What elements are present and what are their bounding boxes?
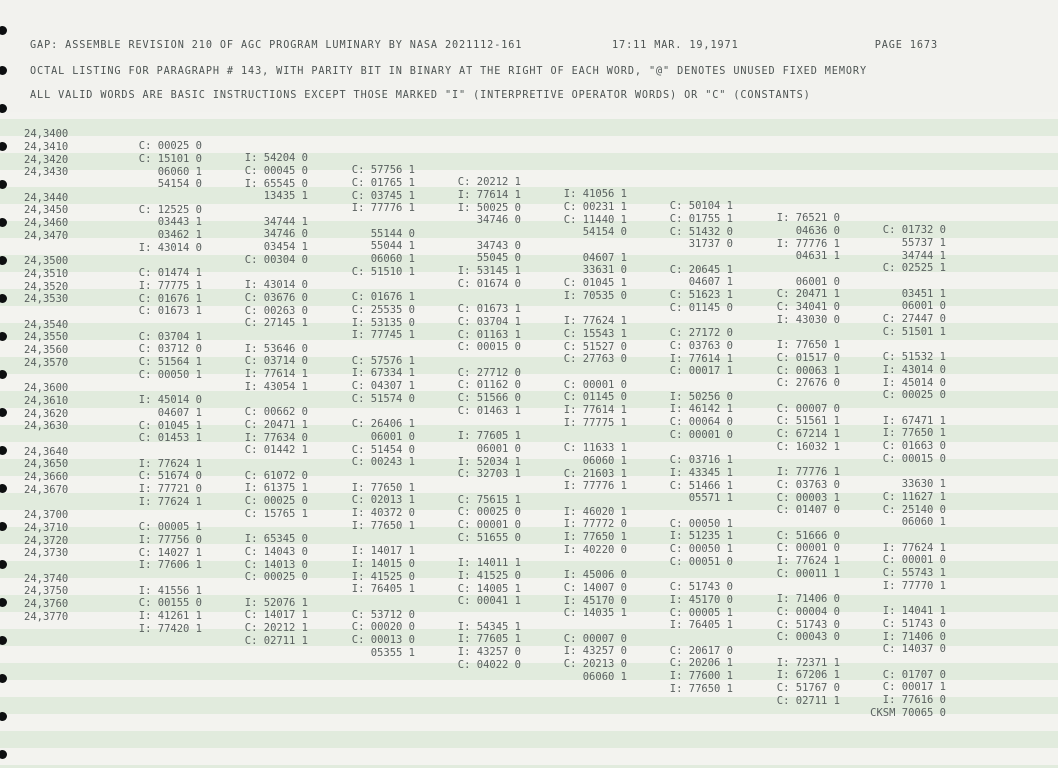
octal-word: C: 51743 0 — [669, 581, 733, 593]
octal-word: I: 54204 0 — [244, 152, 308, 164]
octal-word: 34746 0 — [263, 228, 308, 241]
octal-word: C: 32703 1 — [457, 468, 521, 481]
octal-word: C: 51743 0 — [882, 617, 946, 630]
octal-word: C: 11627 1 — [882, 490, 946, 503]
octal-word: 34744 1 — [263, 215, 308, 228]
octal-word: C: 01045 1 — [138, 419, 202, 432]
octal-word: C: 27763 0 — [563, 353, 627, 366]
octal-word: C: 51566 0 — [457, 392, 521, 405]
octal-word: I: 67334 1 — [351, 367, 415, 380]
address: 24,3640 — [24, 445, 69, 458]
octal-word: C: 01732 0 — [882, 224, 946, 236]
octal-word: C: 00001 0 — [457, 519, 521, 532]
octal-word: C: 01673 1 — [457, 303, 521, 315]
octal-word: C: 01162 0 — [457, 379, 521, 392]
address: 24,3660 — [24, 471, 69, 484]
octal-word: 06001 0 — [795, 275, 840, 288]
octal-word: C: 67214 1 — [776, 428, 840, 441]
octal-word: C: 20471 1 — [776, 288, 840, 301]
octal-word: I: 77721 0 — [138, 483, 202, 496]
octal-word: C: 51564 1 — [138, 356, 202, 369]
octal-word: C: 03676 0 — [244, 291, 308, 304]
octal-word: C: 34041 0 — [776, 301, 840, 314]
octal-word: C: 14027 1 — [138, 546, 202, 559]
octal-word: I: 77776 1 — [351, 202, 415, 215]
octal-word: 06060 1 — [582, 454, 627, 467]
octal-word: C: 27145 1 — [244, 317, 308, 330]
octal-word: C: 00050 1 — [669, 543, 733, 556]
octal-word: I: 77614 1 — [563, 404, 627, 417]
octal-word: 03454 1 — [263, 241, 308, 254]
octal-word: C: 01045 1 — [563, 277, 627, 290]
octal-word: C: 00015 0 — [457, 341, 521, 354]
octal-word: I: 14011 1 — [457, 557, 521, 569]
octal-word: C: 00043 0 — [776, 631, 840, 644]
octal-word: C: 00005 1 — [138, 521, 202, 533]
octal-word: I: 77605 1 — [457, 430, 521, 442]
octal-word: C: 14035 1 — [563, 607, 627, 620]
octal-word: I: 43257 0 — [563, 645, 627, 658]
octal-word: I: 43257 0 — [457, 646, 521, 659]
octal-word: C: 01442 1 — [244, 444, 308, 457]
octal-word: I: 76521 0 — [776, 212, 840, 224]
octal-word: C: 00001 0 — [669, 428, 733, 441]
octal-word: I: 76405 1 — [351, 583, 415, 596]
octal-word: I: 45170 0 — [563, 594, 627, 607]
octal-word: 54154 0 — [157, 178, 202, 191]
octal-word: I: 77745 1 — [351, 329, 415, 342]
octal-word: I: 52076 1 — [244, 596, 308, 609]
octal-word: C: 00243 1 — [351, 456, 415, 469]
octal-word: 34744 1 — [901, 249, 946, 262]
octal-word: C: 00001 0 — [882, 554, 946, 567]
octal-word: I: 50256 0 — [669, 390, 733, 403]
octal-word: C: 53712 0 — [351, 608, 415, 621]
address: 24,3440 — [24, 191, 69, 204]
octal-word: 13435 1 — [263, 190, 308, 203]
octal-word: I: 77772 0 — [563, 518, 627, 531]
octal-word: I: 61375 1 — [244, 482, 308, 495]
octal-word: 06060 1 — [901, 516, 946, 529]
address: 24,3770 — [24, 610, 69, 623]
octal-word: C: 00051 0 — [669, 555, 733, 568]
octal-word: C: 14017 1 — [244, 609, 308, 622]
octal-word: C: 02711 1 — [776, 694, 840, 707]
address: 24,3430 — [24, 166, 69, 179]
octal-word: I: 77624 1 — [882, 541, 946, 554]
octal-word: I: 77650 1 — [563, 531, 627, 544]
octal-word: C: 50104 1 — [669, 200, 733, 212]
octal-word: C: 00001 0 — [776, 542, 840, 555]
octal-word: C: 02525 1 — [882, 262, 946, 275]
octal-word: C: 27172 0 — [669, 327, 733, 339]
octal-word: I: 46020 1 — [563, 505, 627, 518]
octal-word: C: 02711 1 — [244, 634, 308, 647]
octal-word: I: 77776 1 — [776, 466, 840, 478]
octal-word: C: 01474 1 — [138, 267, 202, 279]
octal-word: C: 57576 1 — [351, 354, 415, 367]
octal-word: I: 41056 1 — [563, 188, 627, 200]
octal-word: C: 51574 0 — [351, 392, 415, 405]
octal-word: C: 04307 1 — [351, 380, 415, 393]
octal-word: I: 77770 1 — [882, 579, 946, 592]
octal-word: C: 55743 1 — [882, 567, 946, 580]
octal-word: 04607 1 — [688, 276, 733, 289]
octal-word: C: 26406 1 — [351, 418, 415, 430]
octal-word: I: 43054 1 — [244, 380, 308, 393]
octal-word: C: 00025 0 — [244, 571, 308, 584]
octal-word: C: 00007 0 — [563, 632, 627, 645]
octal-word: 55144 0 — [370, 227, 415, 240]
octal-word: C: 01673 1 — [138, 305, 202, 318]
octal-word: C: 00063 1 — [776, 364, 840, 377]
octal-word: C: 02013 1 — [351, 494, 415, 507]
octal-word: C: 00155 0 — [138, 597, 202, 610]
octal-word: I: 77624 1 — [138, 495, 202, 508]
octal-word: I: 50025 0 — [457, 201, 521, 214]
octal-word: C: 01145 0 — [563, 391, 627, 404]
octal-word: 55044 1 — [370, 240, 415, 253]
octal-word: I: 51235 1 — [669, 530, 733, 543]
octal-word: C: 03714 0 — [244, 355, 308, 368]
address: 24,3570 — [24, 356, 69, 369]
octal-word: C: 21603 1 — [563, 467, 627, 480]
octal-word: C: 01765 1 — [351, 176, 415, 189]
octal-word: I: 40372 0 — [351, 507, 415, 520]
octal-word: C: 00304 0 — [244, 253, 308, 266]
octal-word: C: 03712 0 — [138, 343, 202, 356]
octal-word: 54154 0 — [582, 226, 627, 239]
octal-word: C: 51674 0 — [138, 470, 202, 483]
octal-word: I: 77614 1 — [669, 352, 733, 365]
octal-word: 06001 0 — [476, 442, 521, 455]
octal-word: C: 27712 0 — [457, 366, 521, 379]
octal-word: I: 77624 1 — [776, 555, 840, 568]
octal-word: C: 01463 1 — [457, 404, 521, 417]
octal-word: I: 45170 0 — [669, 593, 733, 606]
octal-word: I: 77756 0 — [138, 533, 202, 546]
address: 24,3410 — [24, 140, 69, 153]
octal-word: C: 00050 1 — [669, 517, 733, 530]
address: 24,3420 — [24, 153, 69, 166]
address: 24,3460 — [24, 217, 69, 230]
address: 24,3650 — [24, 458, 69, 471]
octal-word: C: 01663 0 — [882, 440, 946, 453]
octal-word: I: 14017 1 — [351, 545, 415, 557]
octal-word: C: 20645 1 — [669, 263, 733, 276]
octal-word: C: 51510 1 — [351, 265, 415, 278]
address: 24,3560 — [24, 344, 69, 357]
octal-word: C: 00005 1 — [669, 606, 733, 619]
octal-word: I: 53145 1 — [457, 265, 521, 278]
address: 24,3740 — [24, 572, 69, 585]
octal-word: C: 00025 0 — [138, 140, 202, 152]
octal-word: C: 51623 1 — [669, 289, 733, 302]
address: 24,3510 — [24, 267, 69, 280]
octal-word: I: 77776 1 — [776, 237, 840, 250]
octal-word: I: 14015 0 — [351, 557, 415, 570]
octal-word: C: 01517 0 — [776, 351, 840, 364]
octal-word: C: 51527 0 — [563, 340, 627, 353]
octal-word: I: 77650 1 — [882, 427, 946, 440]
octal-word: C: 51454 0 — [351, 443, 415, 456]
octal-word: C: 75615 1 — [457, 493, 521, 506]
octal-word: I: 77650 1 — [669, 682, 733, 695]
octal-word: C: 00004 0 — [776, 605, 840, 618]
octal-word: C: 01407 0 — [776, 504, 840, 517]
octal-word: C: 20471 1 — [244, 418, 308, 431]
octal-word: I: 71406 0 — [882, 630, 946, 643]
octal-word: C: 03716 1 — [669, 454, 733, 466]
address: 24,3500 — [24, 255, 69, 267]
octal-word: I: 14041 1 — [882, 605, 946, 617]
octal-word: I: 77614 1 — [244, 368, 308, 381]
octal-word: I: 71406 0 — [776, 593, 840, 605]
octal-word: I: 77616 0 — [882, 694, 946, 707]
octal-word: I: 54345 1 — [457, 620, 521, 633]
octal-word: C: 00064 0 — [669, 416, 733, 429]
address: 24,3670 — [24, 483, 69, 496]
octal-word: C: 61072 0 — [244, 469, 308, 482]
octal-word: C: 00001 0 — [563, 378, 627, 391]
octal-word: C: 51767 0 — [776, 682, 840, 695]
octal-word: C: 20206 1 — [669, 657, 733, 670]
listing-note: ALL VALID WORDS ARE BASIC INSTRUCTIONS EXCEPT THOSE MARKED "I" (INTERPRETIVE OPERATOR WORDS) OR "C" (CONSTANTS) — [30, 90, 811, 101]
octal-word: CKSM 70065 0 — [870, 706, 946, 719]
octal-word: C: 03745 1 — [351, 189, 415, 202]
octal-word: C: 20212 1 — [457, 176, 521, 188]
octal-word: 33630 1 — [901, 478, 946, 490]
octal-word: I: 53646 0 — [244, 342, 308, 355]
octal-word: 04636 0 — [795, 224, 840, 237]
octal-word: I: 77605 1 — [457, 633, 521, 646]
octal-word: I: 43014 0 — [138, 241, 202, 254]
octal-word: C: 51655 0 — [457, 531, 521, 544]
octal-word: C: 00017 1 — [669, 365, 733, 378]
octal-word: I: 52034 1 — [457, 455, 521, 468]
octal-word: C: 00015 0 — [882, 452, 946, 465]
octal-word: C: 04022 0 — [457, 658, 521, 671]
octal-word: C: 01676 1 — [351, 291, 415, 303]
octal-word: C: 51666 0 — [776, 529, 840, 542]
address: 24,3610 — [24, 394, 69, 407]
octal-word: 03443 1 — [157, 216, 202, 229]
address: 24,3550 — [24, 331, 69, 344]
octal-word: C: 14013 0 — [244, 558, 308, 571]
octal-word: C: 15765 1 — [244, 507, 308, 520]
octal-word: I: 43014 0 — [244, 279, 308, 291]
octal-word: I: 53135 0 — [351, 316, 415, 329]
address: 24,3720 — [24, 534, 69, 547]
octal-word: I: 40220 0 — [563, 543, 627, 556]
octal-word: C: 01145 0 — [669, 301, 733, 314]
address: 24,3400 — [24, 128, 69, 140]
octal-word: 05571 1 — [688, 492, 733, 505]
octal-word: I: 67206 1 — [776, 669, 840, 682]
listing-subtitle: OCTAL LISTING FOR PARAGRAPH # 143, WITH PARITY BIT IN BINARY AT THE RIGHT OF EACH WORD, "@" DENOTES UNUSED FIXED MEMORY — [30, 66, 867, 77]
octal-word: C: 00020 0 — [351, 621, 415, 634]
address: 24,3540 — [24, 318, 69, 331]
octal-word: C: 12525 0 — [138, 203, 202, 216]
octal-word: C: 16032 1 — [776, 440, 840, 453]
octal-word: I: 43014 0 — [882, 363, 946, 376]
assembly-title: GAP: ASSEMBLE REVISION 210 OF AGC PROGRAM LUMINARY BY NASA 2021112-161 — [30, 40, 523, 51]
octal-word: C: 51466 1 — [669, 479, 733, 492]
octal-word: C: 01755 1 — [669, 212, 733, 225]
octal-word: I: 72371 1 — [776, 656, 840, 669]
octal-word: C: 00025 0 — [457, 506, 521, 519]
octal-word: C: 00025 0 — [882, 389, 946, 402]
octal-word: C: 00017 1 — [882, 681, 946, 694]
address: 24,3710 — [24, 521, 69, 534]
octal-word: C: 00231 1 — [563, 200, 627, 213]
octal-word: C: 51501 1 — [882, 325, 946, 338]
octal-word: C: 01163 1 — [457, 328, 521, 341]
octal-word: 05355 1 — [370, 646, 415, 659]
octal-word: I: 77775 1 — [563, 416, 627, 429]
octal-word: I: 77775 1 — [138, 279, 202, 292]
octal-word: C: 00662 0 — [244, 406, 308, 418]
octal-word: I: 76405 1 — [669, 619, 733, 632]
octal-word: C: 51432 0 — [669, 225, 733, 238]
octal-word: C: 03763 0 — [776, 478, 840, 491]
octal-word: C: 00263 0 — [244, 304, 308, 317]
octal-word: C: 20213 0 — [563, 658, 627, 671]
octal-word: I: 77650 1 — [776, 339, 840, 351]
octal-word: C: 01676 1 — [138, 292, 202, 305]
octal-word: C: 11440 1 — [563, 213, 627, 226]
octal-word: 06001 0 — [901, 300, 946, 313]
octal-word: C: 27676 0 — [776, 377, 840, 390]
address: 24,3760 — [24, 598, 69, 611]
octal-word: C: 14007 0 — [563, 581, 627, 594]
octal-word: C: 03763 0 — [669, 339, 733, 352]
octal-word: 34743 0 — [476, 239, 521, 252]
octal-word: C: 11633 1 — [563, 442, 627, 454]
address: 24,3530 — [24, 293, 69, 306]
octal-word: I: 65545 0 — [244, 177, 308, 190]
octal-word: C: 51743 0 — [776, 618, 840, 631]
octal-word: I: 65345 0 — [244, 533, 308, 545]
octal-word: I: 41525 0 — [351, 570, 415, 583]
address: 24,3620 — [24, 407, 69, 420]
octal-word: C: 15543 1 — [563, 327, 627, 340]
octal-word: C: 00003 1 — [776, 491, 840, 504]
octal-word: C: 14005 1 — [457, 582, 521, 595]
address: 24,3470 — [24, 229, 69, 242]
address: 24,3750 — [24, 585, 69, 598]
octal-word: 55737 1 — [901, 236, 946, 249]
octal-word: C: 01453 1 — [138, 432, 202, 445]
octal-word: C: 51532 1 — [882, 351, 946, 363]
octal-word: C: 25535 0 — [351, 303, 415, 316]
octal-word: C: 00045 0 — [244, 164, 308, 177]
octal-word: 03462 1 — [157, 229, 202, 242]
octal-word: C: 14037 0 — [882, 643, 946, 656]
octal-word: I: 77634 0 — [244, 431, 308, 444]
octal-word: I: 77606 1 — [138, 559, 202, 572]
octal-word: I: 43030 0 — [776, 313, 840, 326]
octal-word: I: 77776 1 — [563, 480, 627, 493]
address: 24,3700 — [24, 509, 69, 521]
octal-word: 31737 0 — [688, 238, 733, 251]
octal-word: 33631 0 — [582, 264, 627, 277]
octal-word: I: 45006 0 — [563, 569, 627, 581]
octal-word: C: 57756 1 — [351, 164, 415, 176]
octal-word: C: 14043 0 — [244, 545, 308, 558]
octal-word: C: 27447 0 — [882, 313, 946, 326]
octal-word: 04607 1 — [157, 406, 202, 419]
octal-word: 06060 1 — [582, 670, 627, 683]
octal-word: C: 15101 0 — [138, 152, 202, 165]
octal-word: C: 20212 1 — [244, 622, 308, 635]
octal-word: I: 45014 0 — [882, 376, 946, 389]
address: 24,3520 — [24, 280, 69, 293]
octal-word: C: 00041 1 — [457, 595, 521, 608]
octal-word: I: 67471 1 — [882, 414, 946, 427]
octal-word: I: 41525 0 — [457, 569, 521, 582]
octal-word: I: 70535 0 — [563, 289, 627, 302]
octal-word: 34746 0 — [476, 214, 521, 227]
octal-word: I: 45014 0 — [138, 394, 202, 406]
octal-word: I: 77624 1 — [138, 457, 202, 470]
octal-word: I: 77614 1 — [457, 188, 521, 201]
octal-word: 04607 1 — [582, 251, 627, 264]
octal-word: C: 00011 1 — [776, 567, 840, 580]
address: 24,3450 — [24, 204, 69, 217]
octal-word: C: 03704 1 — [138, 330, 202, 343]
octal-word: C: 20617 0 — [669, 644, 733, 657]
octal-word: 06001 0 — [370, 430, 415, 443]
octal-word: 55045 0 — [476, 252, 521, 265]
octal-word: I: 77420 1 — [138, 622, 202, 635]
octal-word: C: 01707 0 — [882, 668, 946, 681]
octal-word: C: 25140 0 — [882, 503, 946, 516]
octal-word: C: 51561 1 — [776, 415, 840, 428]
octal-word: C: 00025 0 — [244, 495, 308, 508]
octal-word: 06060 1 — [157, 165, 202, 178]
octal-word: 03451 1 — [901, 287, 946, 300]
octal-word: 04631 1 — [795, 250, 840, 263]
print-timestamp: 17:11 MAR. 19,1971 — [612, 40, 739, 51]
octal-word: I: 77600 1 — [669, 670, 733, 683]
address: 24,3630 — [24, 420, 69, 433]
octal-word: I: 77650 1 — [351, 481, 415, 494]
octal-word: C: 00050 1 — [138, 368, 202, 381]
octal-word: I: 41261 1 — [138, 610, 202, 623]
octal-word: I: 46142 1 — [669, 403, 733, 416]
octal-word: I: 43345 1 — [669, 466, 733, 479]
octal-word: C: 01674 0 — [457, 277, 521, 290]
octal-word: C: 03704 1 — [457, 315, 521, 328]
address: 24,3730 — [24, 547, 69, 560]
octal-word: 06060 1 — [370, 253, 415, 266]
octal-word: I: 77650 1 — [351, 519, 415, 532]
octal-word: I: 77624 1 — [563, 315, 627, 327]
octal-word: C: 00013 0 — [351, 634, 415, 647]
octal-word: C: 00007 0 — [776, 402, 840, 415]
address: 24,3600 — [24, 382, 69, 394]
octal-word: I: 41556 1 — [138, 584, 202, 597]
page-number: PAGE 1673 — [874, 40, 938, 51]
